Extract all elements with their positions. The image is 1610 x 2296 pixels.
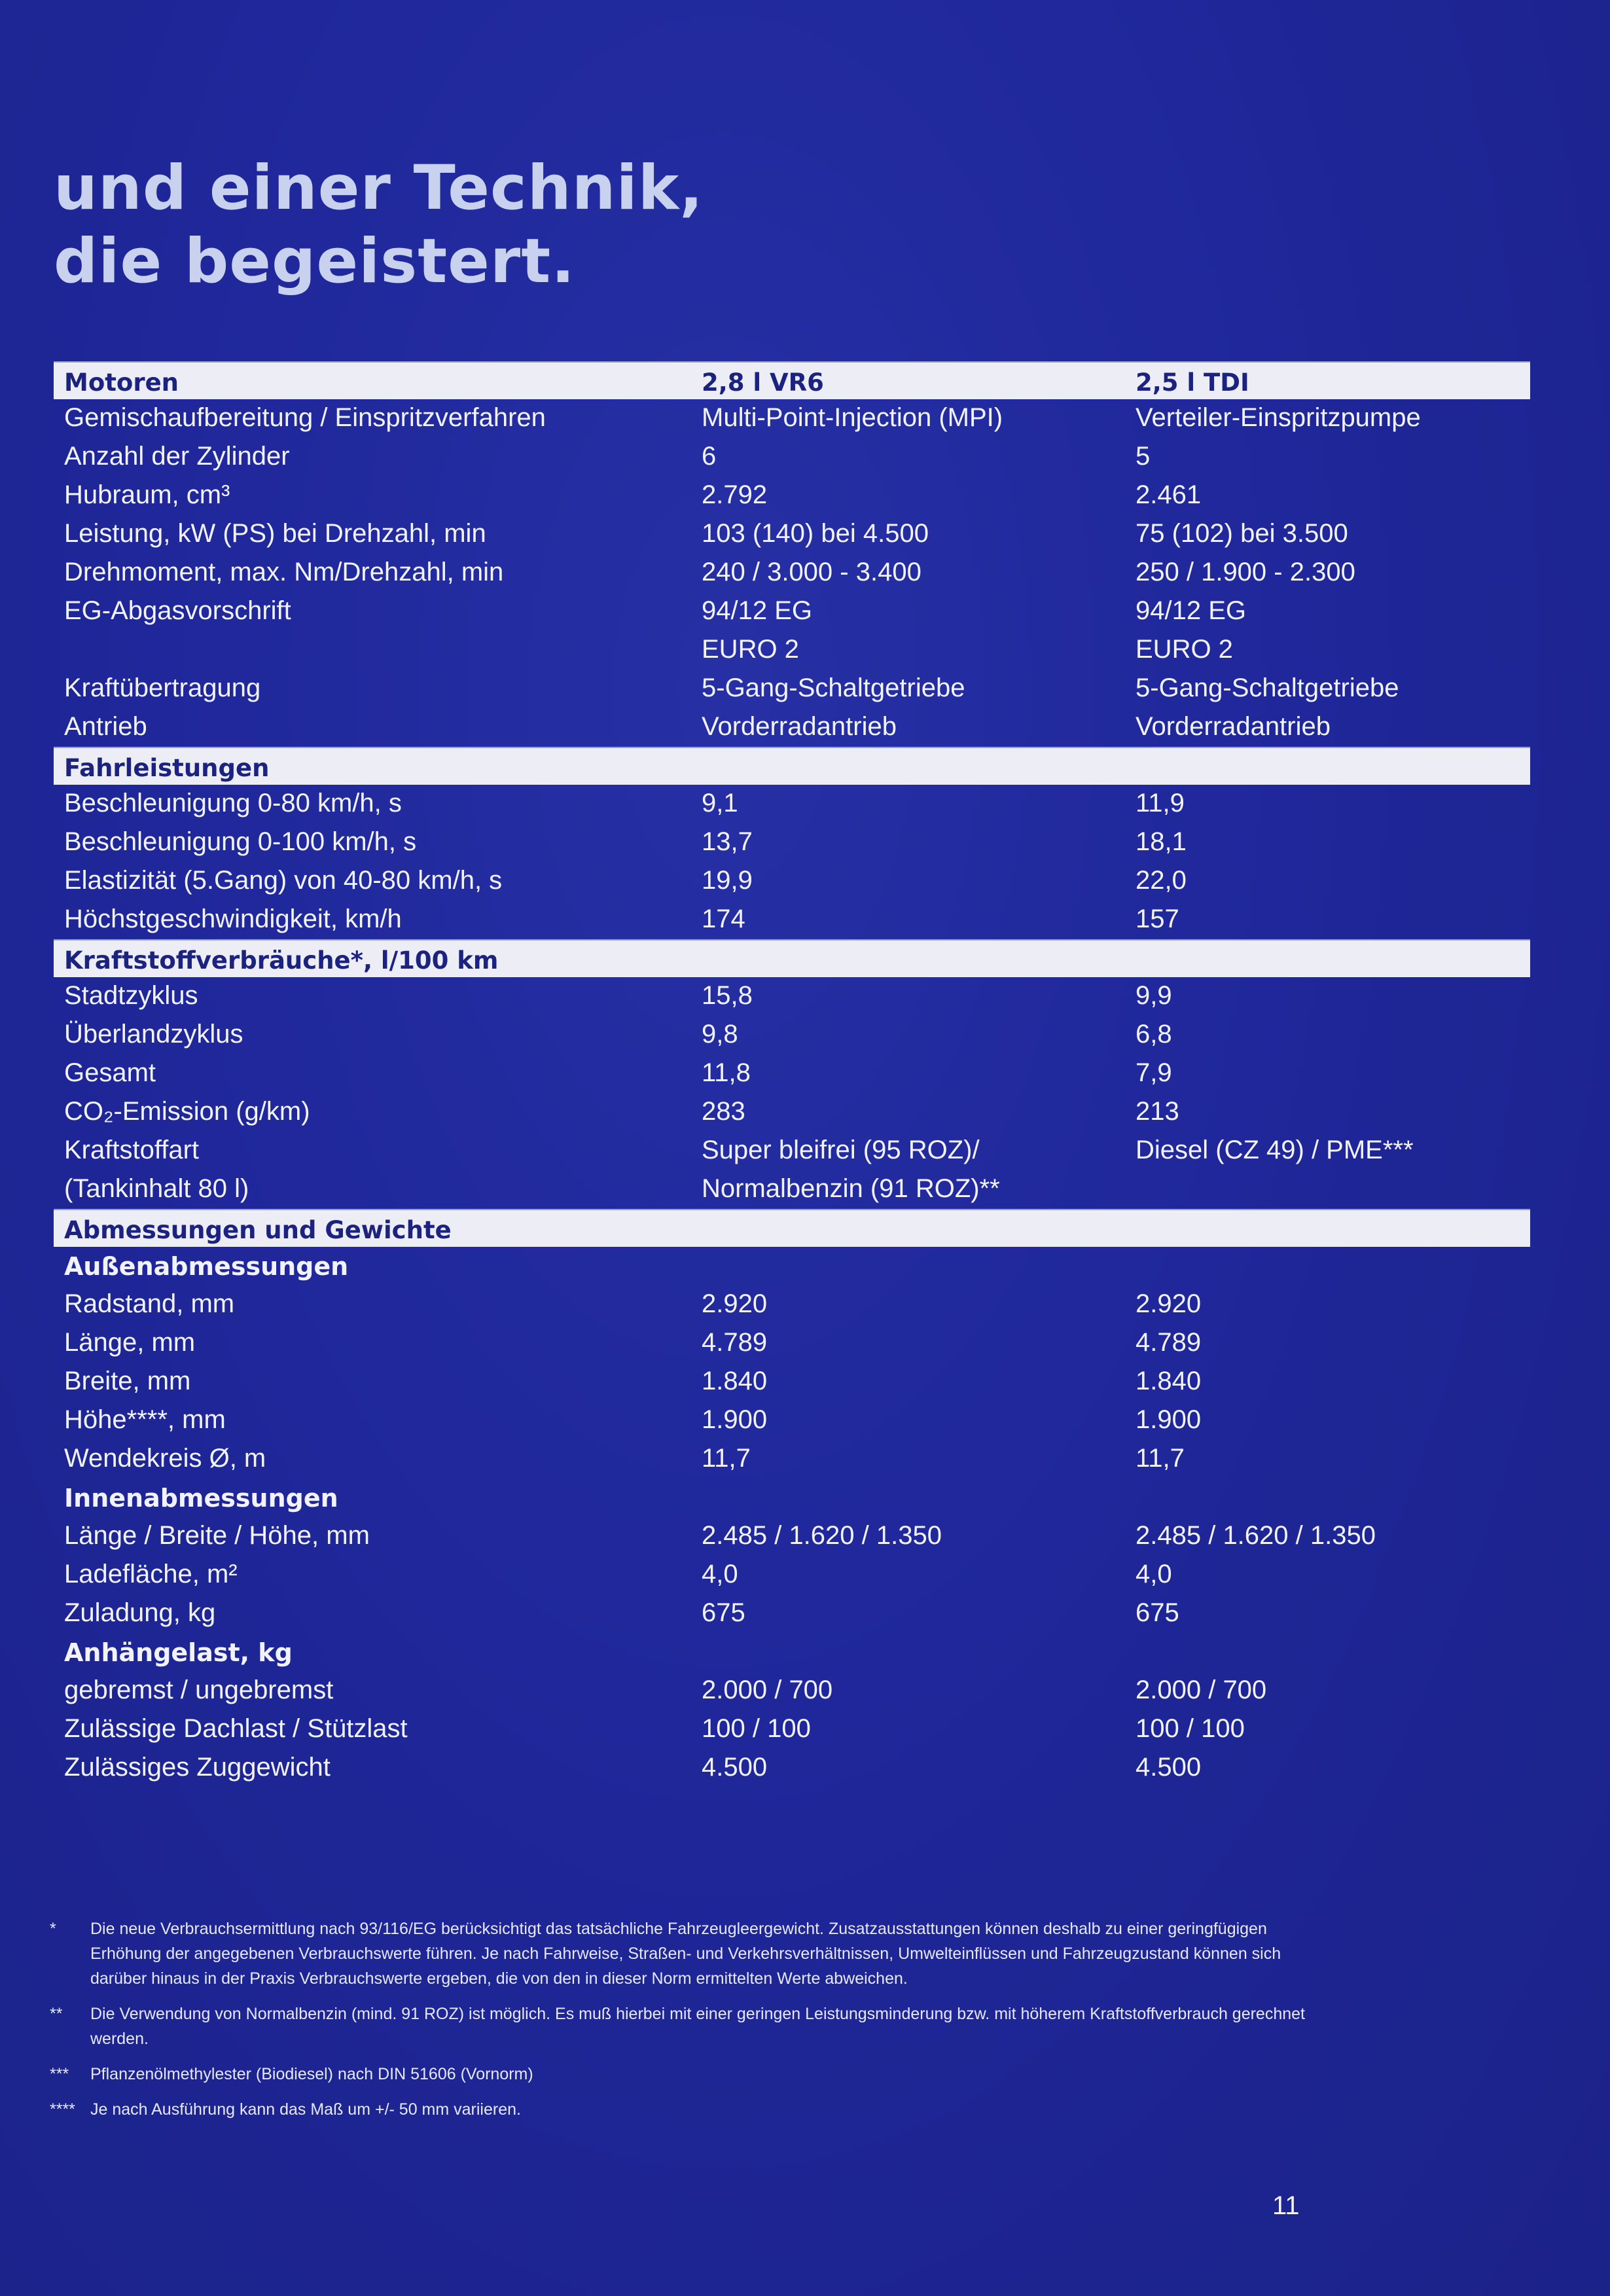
spec-value-vr6: Multi-Point-Injection (MPI) [702,403,1003,432]
footnote-text: Je nach Ausführung kann das Maß um +/- 50 mm variieren. [90,2100,521,2119]
spec-row [54,1517,1530,1556]
spec-row [54,708,1530,747]
spec-value-tdi: 100 / 100 [1136,1714,1245,1743]
spec-label: Wendekreis Ø, m [64,1444,266,1473]
spec-label: Gesamt [64,1058,156,1087]
spec-value-vr6: 4,0 [702,1560,738,1588]
subsection-header [54,1247,1530,1285]
spec-table [54,361,1530,1787]
spec-value-vr6: 283 [702,1097,745,1126]
spec-label: Drehmoment, max. Nm/Drehzahl, min [64,558,504,586]
spec-row [54,1401,1530,1440]
spec-value-vr6: 9,8 [702,1020,738,1049]
footnote [50,2001,1333,2051]
section-title: Kraftstoffverbräuche*, l/100 km [64,946,499,975]
headline-line-1: und einer Technik, [54,152,704,224]
spec-row [54,823,1530,862]
spec-value-tdi: 157 [1136,905,1179,933]
spec-value-tdi: 2.000 / 700 [1136,1676,1267,1704]
spec-row [54,1440,1530,1479]
subsection-title: Innenabmessungen [64,1484,338,1513]
spec-value-tdi: 2.920 [1136,1289,1202,1318]
footnote-text: Pflanzenölmethylester (Biodiesel) nach DIN 51606 (Vornorm) [90,2065,533,2083]
subsection-header [54,1479,1530,1517]
column-header-vr6: 2,8 l VR6 [702,368,824,397]
spec-value-tdi: Diesel (CZ 49) / PME*** [1136,1136,1414,1164]
spec-label: Beschleunigung 0-100 km/h, s [64,827,417,856]
spec-value-vr6: 5-Gang-Schaltgetriebe [702,673,965,702]
spec-row [54,670,1530,708]
spec-row [54,977,1530,1016]
spec-label: EG-Abgasvorschrift [64,596,291,625]
spec-label: Zulässiges Zuggewicht [64,1753,331,1782]
spec-value-vr6: 11,7 [702,1444,751,1473]
subsection-title: Anhängelast, kg [64,1638,293,1667]
spec-row [54,785,1530,823]
spec-label: Hubraum, cm³ [64,480,230,509]
spec-value-vr6: EURO 2 [702,635,799,664]
spec-row [54,1170,1530,1209]
footnote [50,2097,1333,2122]
spec-value-vr6: 240 / 3.000 - 3.400 [702,558,921,586]
spec-value-vr6: 2.485 / 1.620 / 1.350 [702,1521,942,1550]
footnote-marker: ** [50,2005,63,2023]
footnote-marker: **** [50,2100,75,2119]
spec-label: Höchstgeschwindigkeit, km/h [64,905,402,933]
subsection-header [54,1633,1530,1672]
spec-label: Anzahl der Zylinder [64,442,290,471]
spec-value-tdi: 2.485 / 1.620 / 1.350 [1136,1521,1376,1550]
spec-row [54,438,1530,476]
page-headline [54,152,704,298]
spec-value-vr6: 19,9 [702,866,753,895]
spec-label: Kraftübertragung [64,673,261,702]
spec-value-vr6: 174 [702,905,745,933]
spec-value-vr6: 100 / 100 [702,1714,811,1743]
spec-value-vr6: 11,8 [702,1058,751,1087]
spec-row [54,476,1530,515]
spec-value-tdi: 1.900 [1136,1405,1202,1434]
spec-value-vr6: 4.789 [702,1328,768,1357]
spec-row [54,631,1530,670]
spec-label: Länge, mm [64,1328,196,1357]
spec-value-tdi: 250 / 1.900 - 2.300 [1136,558,1355,586]
spec-row [54,1016,1530,1054]
spec-value-tdi: 75 (102) bei 3.500 [1136,519,1348,548]
spec-label: Zulässige Dachlast / Stützlast [64,1714,408,1743]
section-title: Fahrleistungen [64,754,270,782]
spec-value-vr6: 1.840 [702,1367,768,1395]
spec-value-vr6: 15,8 [702,981,753,1010]
spec-value-tdi: 6,8 [1136,1020,1172,1049]
spec-value-vr6: 2.920 [702,1289,768,1318]
spec-value-vr6: 4.500 [702,1753,768,1782]
section-header [54,939,1530,977]
spec-value-vr6: 6 [702,442,717,471]
spec-label: Länge / Breite / Höhe, mm [64,1521,370,1550]
spec-value-vr6: Normalbenzin (91 ROZ)** [702,1174,1000,1203]
spec-value-tdi: 675 [1136,1598,1179,1627]
spec-value-tdi: 22,0 [1136,866,1187,895]
spec-row [54,1324,1530,1363]
spec-row [54,1710,1530,1749]
spec-value-tdi: Vorderradantrieb [1136,712,1331,741]
spec-label: Elastizität (5.Gang) von 40-80 km/h, s [64,866,503,895]
spec-value-vr6: 1.900 [702,1405,768,1434]
spec-value-vr6: 13,7 [702,827,753,856]
spec-value-tdi: 2.461 [1136,480,1202,509]
spec-label: Leistung, kW (PS) bei Drehzahl, min [64,519,486,548]
spec-row [54,1285,1530,1324]
section-header [54,361,1530,399]
spec-value-tdi: 11,9 [1136,789,1185,817]
spec-value-tdi: 4.500 [1136,1753,1202,1782]
spec-value-tdi: 4,0 [1136,1560,1172,1588]
spec-value-vr6: 9,1 [702,789,738,817]
footnote-marker: *** [50,2065,69,2083]
footnote [50,2062,1333,2087]
spec-label: Breite, mm [64,1367,191,1395]
spec-label: Zuladung, kg [64,1598,216,1627]
page-number: 11 [1272,2191,1300,2220]
footnote-text: Die neue Verbrauchsermittlung nach 93/116/EG berücksichtigt das tatsächliche Fahrzeugleergewicht. Zusatzausstattungen können deshalb zu einer geringfügigen Erhöhung der angegebenen Verbrauchswerte führen. Je nach Fahrweise, Straßen- und Verkehrsverhältnissen, Umwelteinflüssen und Fahrzeugzustand können sich darüber hinaus in der Praxis Verbrauchswerte ergeben, die von den in dieser Norm ermittelten Werte abweichen. [90,1920,1281,1988]
spec-row [54,1054,1530,1093]
spec-label: Höhe****, mm [64,1405,226,1434]
spec-row [54,901,1530,939]
section-title: Motoren [64,368,179,397]
spec-value-vr6: 675 [702,1598,745,1627]
spec-value-tdi: Verteiler-Einspritzpumpe [1136,403,1421,432]
section-title: Abmessungen und Gewichte [64,1216,452,1244]
spec-label: Antrieb [64,712,147,741]
spec-row [54,515,1530,554]
footnotes [50,1916,1333,2132]
spec-value-tdi: 213 [1136,1097,1179,1126]
spec-label: Gemischaufbereitung / Einspritzverfahren [64,403,546,432]
spec-value-vr6: 94/12 EG [702,596,813,625]
spec-value-vr6: Vorderradantrieb [702,712,897,741]
spec-label: Stadtzyklus [64,981,198,1010]
spec-row [54,1594,1530,1633]
spec-row [54,1132,1530,1170]
spec-value-tdi: 7,9 [1136,1058,1172,1087]
headline-line-2: die begeistert. [54,226,575,297]
spec-row [54,554,1530,592]
spec-label: Radstand, mm [64,1289,235,1318]
section-header [54,747,1530,785]
spec-row [54,1556,1530,1594]
spec-value-tdi: 4.789 [1136,1328,1202,1357]
spec-row [54,1672,1530,1710]
spec-value-tdi: 18,1 [1136,827,1187,856]
spec-label: Überlandzyklus [64,1020,243,1049]
spec-label: CO₂-Emission (g/km) [64,1097,310,1126]
spec-value-tdi: 9,9 [1136,981,1172,1010]
spec-label: (Tankinhalt 80 l) [64,1174,249,1203]
spec-value-vr6: 103 (140) bei 4.500 [702,519,929,548]
subsection-title: Außenabmessungen [64,1252,349,1281]
footnote-marker: * [50,1920,56,1938]
spec-label: gebremst / ungebremst [64,1676,334,1704]
spec-value-vr6: 2.000 / 700 [702,1676,833,1704]
spec-row [54,1093,1530,1132]
spec-row [54,1363,1530,1401]
spec-label: Ladefläche, m² [64,1560,238,1588]
spec-row [54,1749,1530,1787]
footnote-text: Die Verwendung von Normalbenzin (mind. 91 ROZ) ist möglich. Es muß hierbei mit einer geringen Leistungsminderung bzw. mit höherem Kraftstoffverbrauch gerechnet werden. [90,2005,1305,2048]
spec-value-tdi: EURO 2 [1136,635,1233,664]
spec-row [54,592,1530,631]
section-header [54,1209,1530,1247]
spec-value-vr6: 2.792 [702,480,768,509]
spec-value-tdi: 94/12 EG [1136,596,1247,625]
spec-value-tdi: 1.840 [1136,1367,1202,1395]
spec-row [54,862,1530,901]
column-header-tdi: 2,5 l TDI [1136,368,1249,397]
spec-value-tdi: 5 [1136,442,1151,471]
spec-value-tdi: 11,7 [1136,1444,1185,1473]
spec-value-tdi: 5-Gang-Schaltgetriebe [1136,673,1399,702]
footnote [50,1916,1333,1991]
spec-label: Kraftstoffart [64,1136,200,1164]
spec-row [54,399,1530,438]
spec-value-vr6: Super bleifrei (95 ROZ)/ [702,1136,980,1164]
spec-label: Beschleunigung 0-80 km/h, s [64,789,402,817]
